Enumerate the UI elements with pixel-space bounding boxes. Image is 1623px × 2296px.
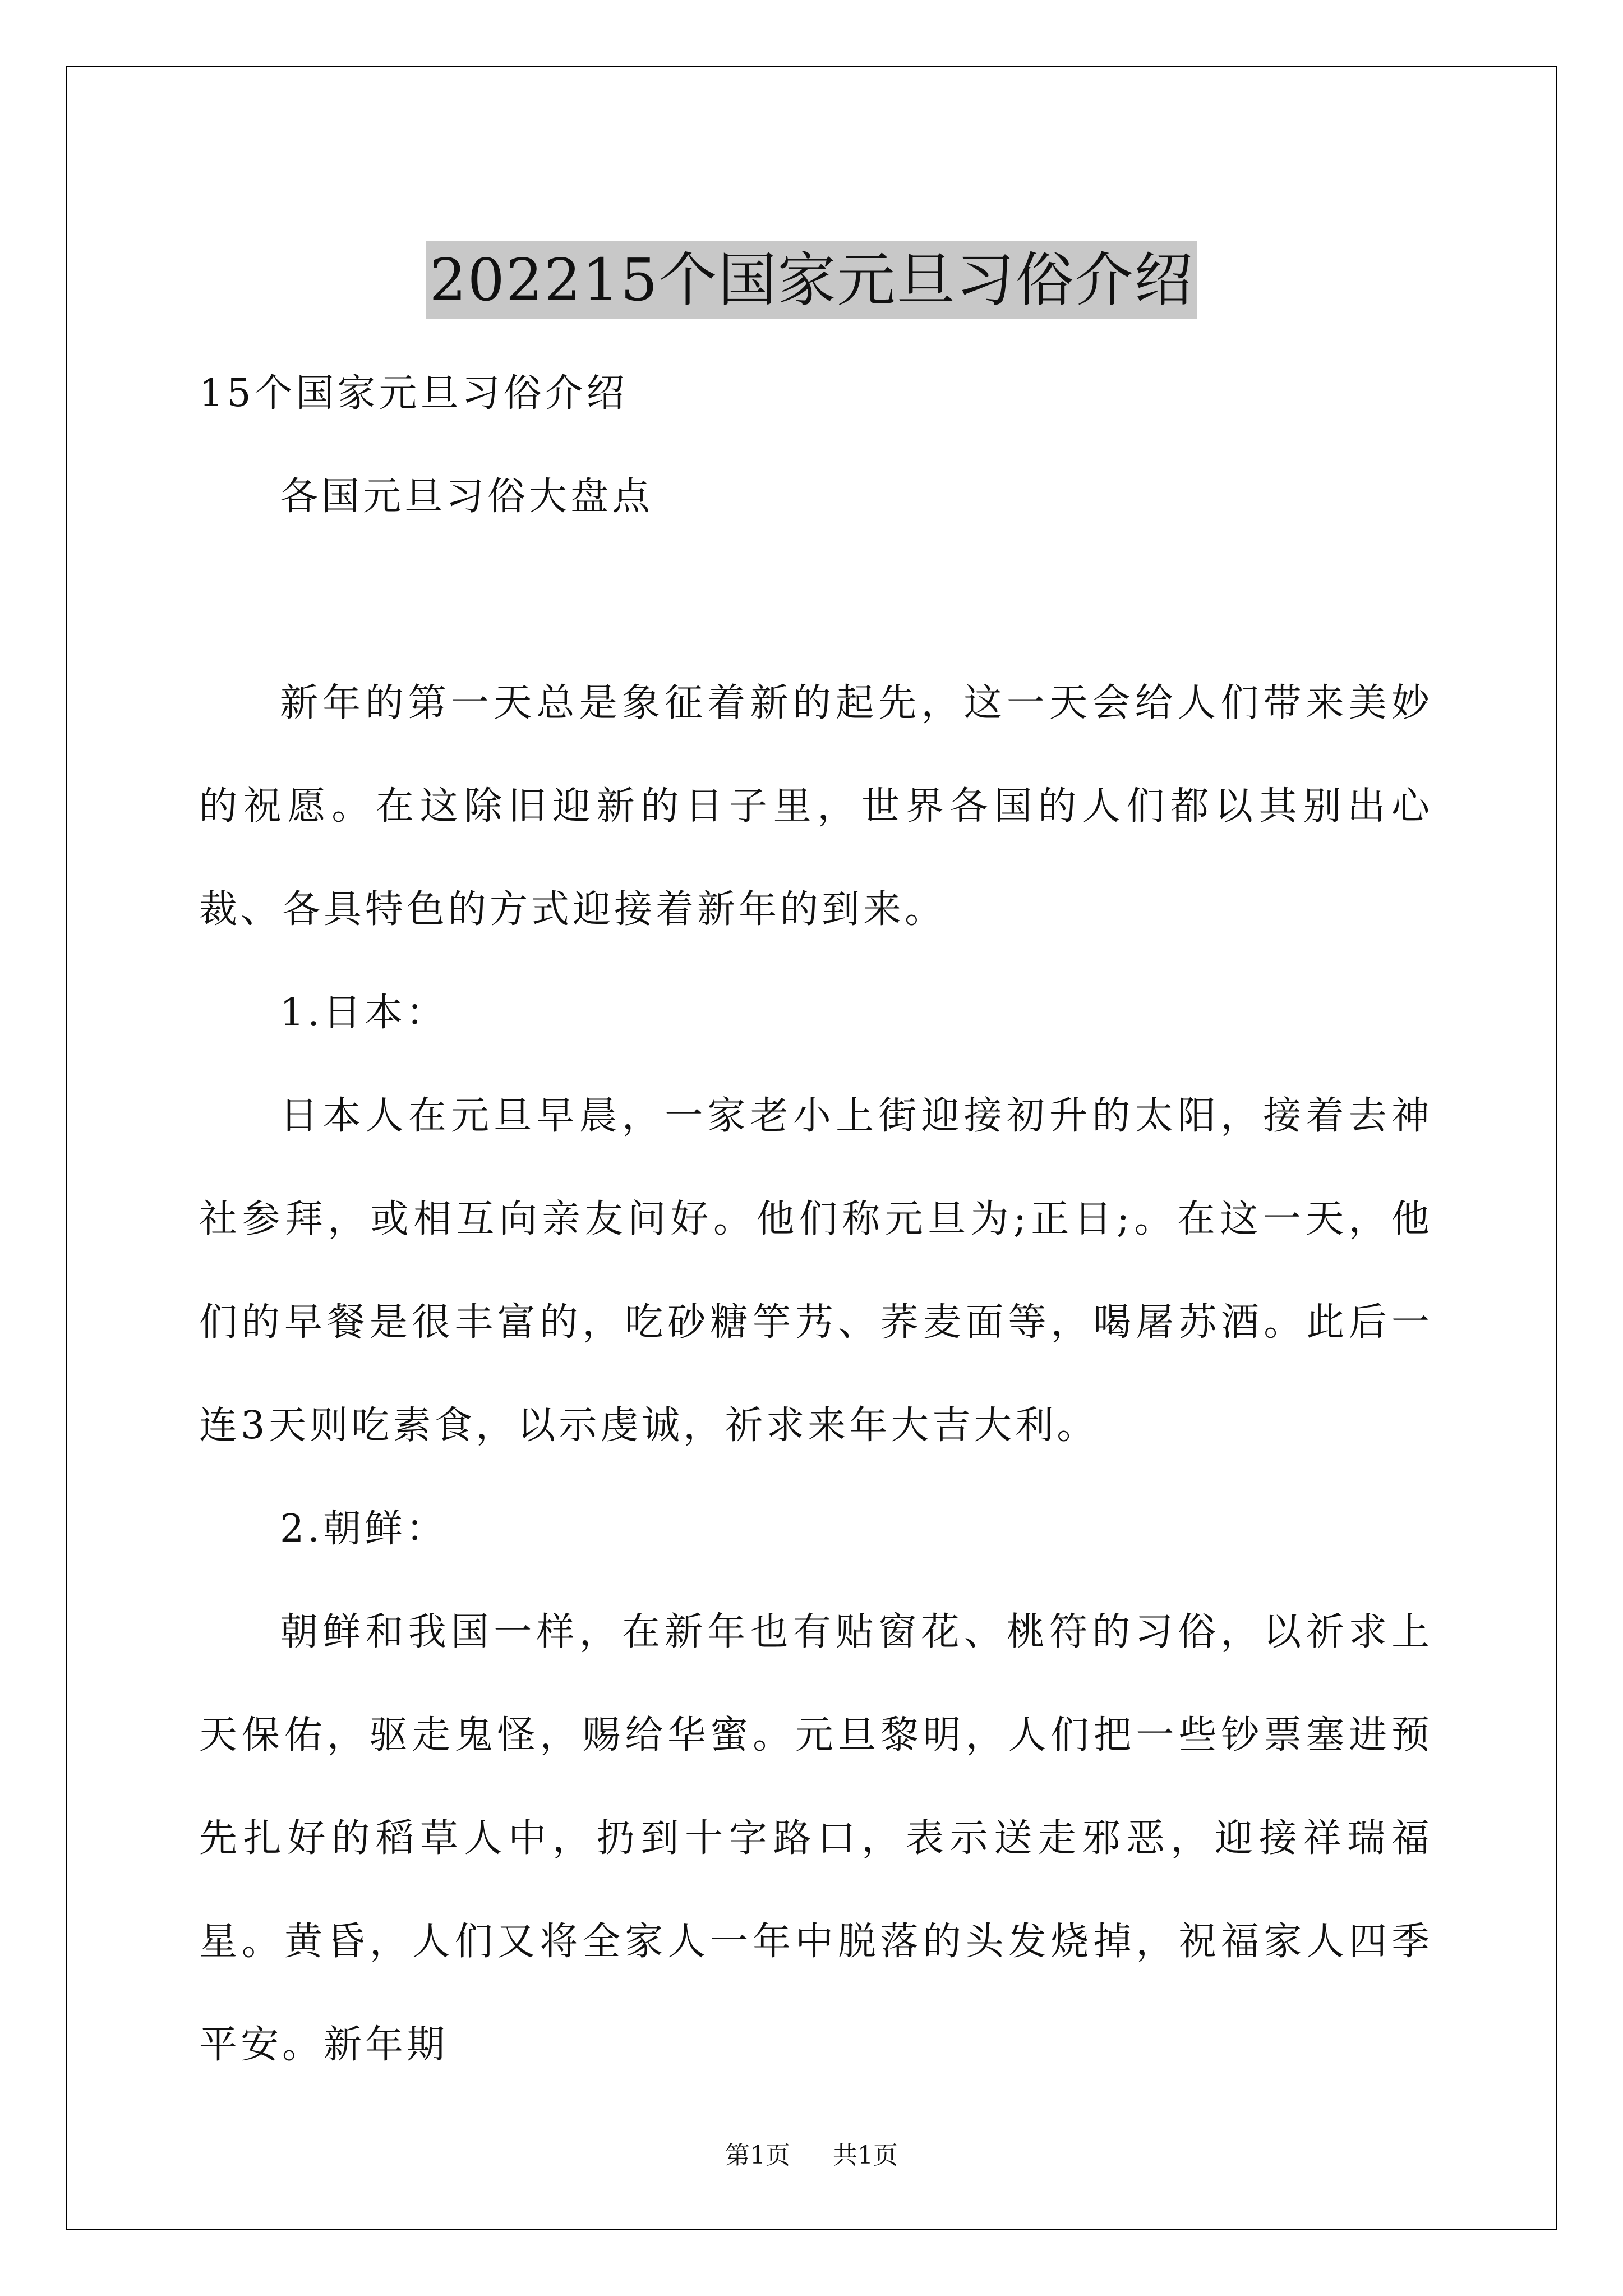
page-footer — [0, 2140, 1623, 2171]
page-total: 共1页 — [833, 2141, 898, 2170]
paragraph-japan: 日本人在元旦早晨，一家老小上街迎接初升的太阳，接着去神社参拜，或相互向亲友问好。他们称元旦为;正日;。在这一天，他们的早餐是很丰富的，吃砂糖竽艿、荞麦面等，喝屠苏酒。此后一连3天则吃素食，以示虔诚，祈求来年大吉大利。 — [199, 1094, 1433, 1448]
heading-korea: 2.朝鲜： — [280, 1507, 448, 1551]
heading-japan: 1.日本： — [280, 991, 448, 1035]
document-body — [199, 342, 1433, 2097]
paragraph-korea: 朝鲜和我国一样，在新年也有贴窗花、桃符的习俗，以祈求上天保佑，驱走鬼怪，赐给华蜜。元旦黎明，人们把一些钞票塞进预先扎好的稻草人中，扔到十字路口，表示送走邪恶，迎接祥瑞福星。黄昏，人们又将全家人一年中脱落的头发烧掉，祝福家人四季平安。新年期 — [199, 1610, 1433, 2067]
title-container — [0, 202, 1623, 357]
section-heading: 各国元旦习俗大盘点 — [280, 475, 654, 519]
subtitle-line: 15个国家元旦习俗介绍 — [199, 371, 628, 416]
document-title: 202215个国家元旦习俗介绍 — [426, 241, 1197, 319]
page-number: 第1页 — [725, 2141, 790, 2170]
intro-paragraph: 新年的第一天总是象征着新的起先，这一天会给人们带来美妙的祝愿。在这除旧迎新的日子里，世界各国的人们都以其别出心裁、各具特色的方式迎接着新年的到来。 — [199, 681, 1433, 932]
blank-line — [199, 549, 1433, 652]
